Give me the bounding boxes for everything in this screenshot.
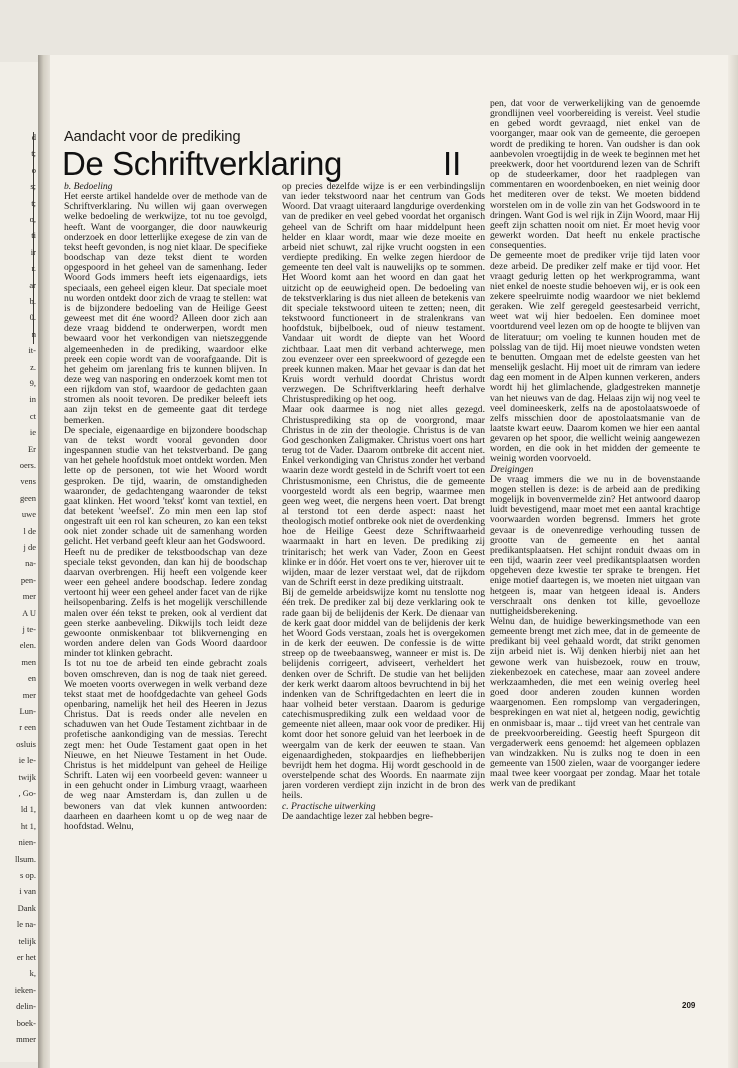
paragraph: Bij de gemelde arbeidswijze komt nu tenslotte nog één trek. De prediker zal bij deze verklaring ook te rade gaan bij de belijdenis der Kerk. De dienaar van de kerk gaat door middel van de belijdenis der kerk het Woord Gods verstaan, zoals het is overgekomen in de kerk der eeuwen. De confessie is de witte streep op de tweebaansweg, wanneer er mist is. De belijdenis corrigeert, adviseert, verheldert het denken over de Schrift. De studie van het belijden der kerk werkt daarom altoos bevruchtend in bij het indenken van de Schriftgedachten en leert die in haar volheid beter verstaan. Daarom is gedurige catechismusprediking zulk een weldaad voor de gemeente niet alleen, maar ook voor de prediker. Hij komt door het sonore geluid van het leerboek in de weergalm van de kerk der eeuwen te staan. Van eigenaardigheden, stokpaardjes en liefhebberijen bevrijdt hem het dogma. Hij wordt geschoold in de overstelpende schat des Woords. En naarmate zijn jaren vorderen verdiept zijn inzicht in de bron des heils. [282,587,485,802]
previous-page-edge [0,62,39,1062]
paragraph: De vraag immers die we nu in de bovenstaande mogen stellen is deze: is de arbeid aan de prediking mogelijk in bovenvermelde zin? Het antwoord daarop luidt bevestigend, maar moet met een aantal krachtige voorwaarden worden begrensd. Immers het grote gevaar is de onevenredige verhouding tussen de grootte van de gemeente en het aantal predikantsplaatsen. Het schijnt ronduit dwaas om in een tijd, waarin zeer veel predikantsplaatsen worden opgeheven deze kwestie ter sprake te brengen. Het enige motief daartegen is, we moeten niet uitgaan van hetgeen is, maar van hetgeen ideaal is. Anders verschraalt ons denken tot kille, gevoelloze nuttigheidsberekening. [490,473,700,617]
previous-page-fragment: nien- [18,837,36,848]
previous-page-fragment: s op. [19,870,36,880]
previous-page-fragment: ie le- [18,755,36,766]
previous-page-fragment: ct [29,410,36,421]
previous-page-fragment: A U [22,607,36,618]
previous-page-fragment: n [31,328,36,339]
text-column-3 [490,99,700,1001]
previous-page-fragment: r. [31,263,36,274]
previous-page-fragment: s; [30,181,36,192]
previous-page-fragment: it- [28,345,36,356]
paragraph: Welnu dan, de huidige bewerkingsmethode van een gemeente brengt met zich mee, dat in de gemeente de predikant bij veel gehaald wordt, dat strikt genomen zijn arbeid niet is. Wij denken hierbij niet aan het gewone werk van huisbezoek, rouw en trouw, ziekenbezoek en catechese, maar aan zoveel andere werkzaamheden, die met een weinig overleg heel goed door anderen zouden kunnen worden waargenomen. Een rompslomp van vergaderingen, besprekingen en wat niet al, hetgeen nodig, gewichtig en onmisbaar is, maar .. tijd vreet van het centrale van de preekvoorbereiding. Geestig heeft Spurgeon dit vergaderwerk eens genoemd: het algemeen opblazen van windzakken. Nu is zulks nog te doen in een gemeente van 1500 zielen, waar de voorganger iedere maal twee keer voorgaat per zondag. Maar het totale werk van de predikant [490,615,700,790]
previous-page-fragment: z. [30,361,36,372]
previous-page-fragment: ti [31,230,36,241]
previous-page-fragment: in [29,394,36,405]
previous-page-fragment: ieken- [14,984,36,995]
paragraph: op precies dezelfde wijze is er een verbindingslijn van ieder tekstwoord naar het centrum van Gods Woord. Dat vraagt uiteraard langdurige overdenking van de prediker en veel gebed voordat het organisch geheel van de Schrift om haar middelpunt heen helder en klaar wordt, maar wie deze moeite en arbeid niet schuwt, zal rijke vrucht oogsten in een verdiepte prediking. En welke zegen hierdoor de gemeente ten deel valt is nauwelijks op te sommen. Het Woord komt aan het woord en dan gaat het uitzicht op de eeuwigheid open. De bedoeling van de tekstverklaring is dus niet alleen de betekenis van dit speciale tekstwoord uiteen te zetten; neen, dit tekstwoord functioneert in de stralenkrans van hoofdstuk, bijbelboek, oud of nieuw testament. Vandaar uit wordt de diepte van het Woord zichtbaar. Laat men dit verband achterwege, men zou evenzeer over een spreekwoord of gezegde een preek kunnen maken. Maar het gevaar is dan dat het Kruis wordt verhuld doordat Christus wordt verzwegen. De Schriftverklaring heeft derhalve Christusprediking op het oog. [282,182,485,406]
previous-page-fragment: Lun- [19,706,36,716]
subheading: b. Bedoeling [64,182,113,192]
previous-page-fragment: t; [31,197,36,208]
previous-page-fragment: mer [22,689,36,700]
previous-page-fragment: delin- [16,1001,36,1012]
previous-page-fragment: o [31,164,36,175]
previous-page-fragment: vens [20,476,36,487]
paragraph: pen, dat voor de verwerkelijking van de genoemde grondlijnen veel voorbereiding is vereist. Veel studie en gebed wordt gevraagd, niet enkel van de voorganger, maar ook van de gemeente, die geroepen wordt de prediking te horen. Van oudsher is dan ook aanbevolen vroegtijdig in de week te beginnen met het preekwerk, door het voortdurend lezen van de Schrift op de studeerkamer, door het raadplegen van commentaren en woordenboeken, en niet weinig door het mediteren over de tekst. We moeten biddend worstelen om in de volle zin van het Godswoord in te dringen. Want God is wel rijk in Zijn Woord, maar Hij geeft zijn schatten nooit om niet. Er moet hevig voor gewerkt worden. Dat heeft nu enkele practische consequenties. [490,99,700,252]
previous-page-fragment: k, [29,968,36,979]
text-column-2 [282,182,485,1004]
previous-page-fragment: i van [19,886,36,897]
previous-page-fragment: en [27,673,36,684]
article-page [50,55,738,1068]
paragraph: De speciale, eigenaardige en bijzondere boodschap van de tekst wordt vooral gevonden door ingespannen studie van het tekstverband. De gang van het gehele hoofdstuk moet ontdekt worden. Men lette op de personen, tot wie het Woord wordt gesproken. De tijd, waarin, de omstandigheden waaronder, de gedachtengang waaronder de tekst gaat klinken. Het woord 'tekst' komt van textiel, en dat betekent 'weefsel'. Zo min men een lap stof ongestraft uit een rol kan scheuren, zo kan een tekst ook niet zonder schade uit de samenhang worden gelicht. Het verband geeft kleur aan het Godswoord. [64,424,267,548]
part-number: II [443,145,462,182]
page-edge [728,55,738,1068]
article-title: De Schriftverklaring [62,145,342,182]
previous-page-fragment: Dank [17,902,36,913]
previous-page-fragment: er het [16,952,36,962]
previous-page-fragment: 9, [29,378,36,388]
previous-page-fragment: telijk [18,935,36,946]
previous-page-fragment: twijk [18,771,36,782]
previous-page-fragment: mmer [16,1034,36,1044]
previous-page-fragment: d [31,132,36,142]
previous-page-fragment: r een [19,722,36,733]
previous-page-fragment: llsum. [14,853,36,864]
previous-page-fragment: Er [27,443,36,454]
previous-page-fragment: na- [25,558,36,569]
previous-page-fragment: oers. [19,460,36,470]
previous-page-fragment: elen. [19,640,36,651]
text-column-1 [64,182,267,992]
previous-page-fragment: geen [19,492,36,503]
previous-page-fragment: j te- [22,624,36,634]
previous-page-fragment: ld 1, [20,804,36,815]
subheading: Dreigingen [490,463,534,475]
previous-page-fragment: , Go- [18,788,36,798]
previous-page-fragment: ie [29,427,36,438]
previous-page-fragment: men [21,656,36,667]
previous-page-fragment: o, [29,214,36,224]
previous-page-fragment: osluis [16,738,36,749]
previous-page-fragment: uwe [21,509,36,520]
paragraph: Is tot nu toe de arbeid ten einde gebracht zoals boven omschreven, dan is nog de taak niet gereed. We moeten voorts overwegen in welk verband deze tekst staat met de hoofdgedachte van geheel Gods openbaring, namelijk het heil des Heeren in Jezus Christus. Dat is reeds onder alle nevelen en schaduwen van het Oude Testament zichtbaar in de profetische aankondiging van de messias. Terecht zegt men: het Oude Testament gaat open in het Nieuwe, en het Nieuwe Testament in het Oude. Christus is het middelpunt van geheel de Heilige Schrift. Laten wij een voorbeeld geven: wanneer u in een gehucht onder in Limburg vraagt, waarheen de weg naar Amsterdam is, dan zullen u de bewoners van dat vlek kunnen antwoorden: daarheen en daarheen komt u op de weg naar de hoofdstad. Welnu, [64,658,267,832]
previous-page-fragment: l de [23,525,36,536]
page-number: 209 [682,1001,696,1010]
previous-page-fragment: le na- [16,919,36,930]
section-kicker: Aandacht voor de prediking [64,129,241,145]
previous-page-fragment: j de [23,542,36,552]
subheading: c. Practische uitwerking [282,800,376,812]
previous-page-fragment: boek- [16,1017,36,1028]
paragraph: De aandachtige lezer zal hebben begre- [282,810,434,822]
paragraph: De gemeente moet de prediker vrije tijd laten voor deze arbeid. De prediker zelf make er tijd voor. Het vraagt gedurig letten op het werkprogramma, want niet enkel de noeste studie behoeven wij, er is ook een zekere speelruimte nodig waardoor we niet beklemd geraken. Wie zelf geregeld geestesarbeid verricht, weet wat wij hier bedoelen. Een dominee moet voortdurend veel lezen om op de hoogte te blijven van de literatuur; om voeling te kunnen houden met de polsslag van de tijd. Hij moet nieuwe vondsten weten te benutten. Omgaan met de edelste geesten van het menselijk geslacht. Hij moet uit de rimram van iedere dag een moment in de Alpen kunnen verkeren, anders wordt hij het glimlachende, gladgestreken mannetje van het nieuws van de dag. Helaas zijn wij nog veel te veel domineeskerk, zelfs na de apostolaatswoede of zelfs misschien door de apostolaatsmanie van de laatste kwart eeuw. Daarom komen we hier een aantal gevaren op het spoor, die wellicht weinig aangewezen worden, en die ook in het midden der gemeente te weinig worden voorvoeld. [490,250,700,465]
previous-page-fragment: mer [22,591,36,602]
previous-page-fragment: 0. [29,312,36,323]
previous-page-fragment: t; [31,148,36,159]
previous-page-fragment: ht 1, [20,820,36,831]
paragraph: Het eerste artikel handelde over de methode van de Schriftverklaring. Nu willen wij gaan overwegen welke bedoeling de werkwijze, tot nu toe gevolgd, heeft. Want de voorganger, die door nauwkeurig onderzoek en door letterlijke exegese de zin van de tekst heeft gevonden, is nog niet klaar. De specifieke boodschap van deze tekst dient te worden opgespoord in het geheel van de samenhang. Ieder Woord Gods immers heeft iets eigenaardigs, iets speciaals, een geheel eigen kleur. Dat speciale moet nu worden ontdekt door zich de vraag te stellen: wat is de bijzondere bedoeling van de Heilige Geest geweest met dit éne woord? Alleen door zich aan deze vraag biddend te onderwerpen, wordt men bewaard voor het verkondigen van nietszeggende algemeenheden in de prediking, waardoor elke preek een copie wordt van de voorafgaande. Dit is het geheim om jarenlang fris te kunnen blijven. In deze weg van nasporing en onderzoek komt men tot een rijkdom van stof, waardoor de gedachten gaan stromen als nooit tevoren. De prediker beleeft iets aan zijn tekst en de gemeente gaat dit terdege bemerken. [64,191,267,426]
previous-page-fragment: b. [29,296,36,306]
previous-page-fragment: ar [29,279,36,290]
previous-page-fragment: ir [30,246,36,257]
previous-page-fragment: pen- [20,574,36,585]
paragraph: Maar ook daarmee is nog niet alles gezegd. Christusprediking sta op de voorgrond, maar Christus in de zin der theologie. Christus is de van God geschonken Zaligmaker. Christus voert ons hart terug tot de Vader. Daarom ontbreke dit accent niet. Enkel verkondiging van Christus zonder het verband waarin deze wordt gesteld in de Schrift voert tot een Christusmonisme, een Christus, die de gemeente voorgesteld wordt als een begrip, waarmee men geen weg weet, die nergens heen voert. Dat brengt al terstond tot een derde aspect: naast het theologisch motief ontbreke ook niet de overdenking hoe de Heilige Geest deze Schriftwaarheid waarmaakt in hart en leven. De prediking zij trinitarisch; het werk van Vader, Zoon en Geest klinke er in dóór. Het voert ons te ver, hierover uit te wijden, maar de lezer verstaat wel, dat de rijkdom van de Schrift eerst in deze prediking uitstraalt. [282,404,485,589]
paragraph: Heeft nu de prediker de tekstboodschap van deze speciale tekst gevonden, dan kan hij de boodschap daarvan overbrengen. Hij heeft een volgende keer weer een geheel andere boodschap. Iedere zondag vertoont hij weer een geheel ander facet van de rijke heilsopenbaring. Zelfs is het mogelijk verschillende malen over één tekst te preken, ook al verdient dat geen sterke aanbeveling. Dikwijls toch leidt deze gewoonte onmiskenbaar tot blikvernenging en worden andere delen van Gods Woord daardoor minder tot klinken gebracht. [64,546,267,660]
